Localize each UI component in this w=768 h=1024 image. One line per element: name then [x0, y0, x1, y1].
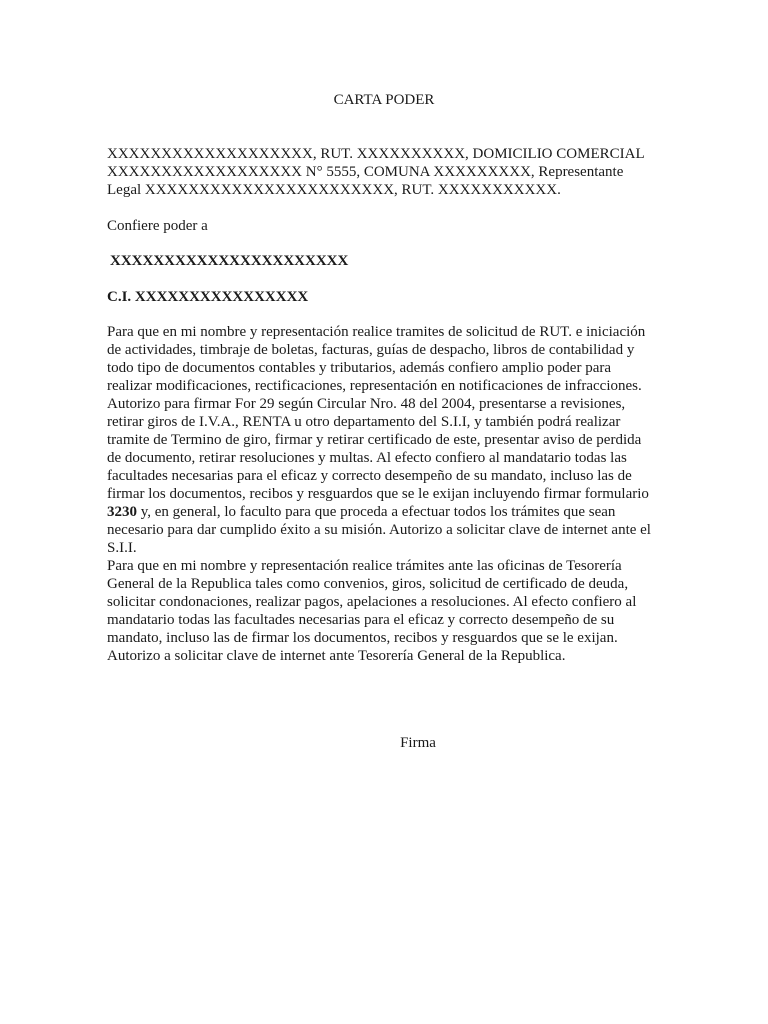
document-title: CARTA PODER	[333, 92, 435, 108]
grantor-details	[107, 145, 667, 199]
grantor-line: Legal XXXXXXXXXXXXXXXXXXXXXXX, RUT. XXXXXXXXXXX.	[107, 182, 561, 198]
paragraph-line: de actividades, timbraje de boletas, facturas, guías de despacho, libros de contabilidad y	[107, 342, 635, 358]
attorney-name: XXXXXXXXXXXXXXXXXXXXXX	[110, 253, 349, 269]
signature-label: Firma	[400, 735, 436, 751]
powers-body	[107, 323, 667, 665]
paragraph-line: solicitar condonaciones, realizar pagos, apelaciones a resoluciones. Al efecto confiero al	[107, 594, 637, 610]
paragraph-line: facultades necesarias para el eficaz y correcto desempeño de su mandato, incluso las de	[107, 468, 632, 484]
paragraph-line: realizar modificaciones, rectificaciones, representación en notificaciones de infracciones.	[107, 378, 642, 394]
grantor-line: XXXXXXXXXXXXXXXXXXX, RUT. XXXXXXXXXX, DOMICILIO COMERCIAL	[107, 146, 645, 162]
paragraph-line: tramite de Termino de giro, firmar y retirar certificado de este, presentar aviso de perdida	[107, 432, 642, 448]
grant-statement: Confiere poder a	[107, 218, 208, 234]
paragraph-line: Autorizo para firmar For 29 según Circular Nro. 48 del 2004, presentarse a revisiones,	[107, 396, 626, 412]
paragraph-line	[107, 503, 667, 521]
paragraph-line: mandato, incluso las de firmar los documentos, recibos y resguardos que se le exijan.	[107, 630, 618, 646]
paragraph-line: S.I.I.	[107, 540, 137, 556]
paragraph-line: firmar los documentos, recibos y resguardos que se le exijan incluyendo firmar formulario	[107, 486, 649, 502]
paragraph-line: de documento, retirar resoluciones y multas. Al efecto confiero al mandatario todas las	[107, 450, 627, 466]
paragraph-line: retirar giros de I.V.A., RENTA u otro departamento del S.I.I, y también podrá realizar	[107, 414, 621, 430]
paragraph-line: todo tipo de documentos contables y tributarios, además confiero amplio poder para	[107, 360, 612, 376]
paragraph-line: General de la Republica tales como convenios, giros, solicitud de certificado de deuda,	[107, 576, 629, 592]
grantor-line: XXXXXXXXXXXXXXXXXX N° 5555, COMUNA XXXXXXXXX, Representante	[107, 164, 624, 180]
paragraph-text: y, en general, lo faculto para que proceda a efectuar todos los trámites que sean	[137, 504, 616, 520]
paragraph-line: mandatario todas las facultades necesarias para el eficaz y correcto desempeño de su	[107, 612, 615, 628]
paragraph-line: Autorizo a solicitar clave de internet ante Tesorería General de la Republica.	[107, 648, 566, 664]
paragraph-line: necesario para dar cumplido éxito a su misión. Autorizo a solicitar clave de internet ante el	[107, 522, 651, 538]
paragraph-line: Para que en mi nombre y representación realice trámites ante las oficinas de Tesorería	[107, 558, 622, 574]
attorney-id: C.I. XXXXXXXXXXXXXXXX	[107, 289, 309, 305]
form-number: 3230	[107, 504, 137, 520]
paragraph-line: Para que en mi nombre y representación realice tramites de solicitud de RUT. e iniciación	[107, 324, 646, 340]
